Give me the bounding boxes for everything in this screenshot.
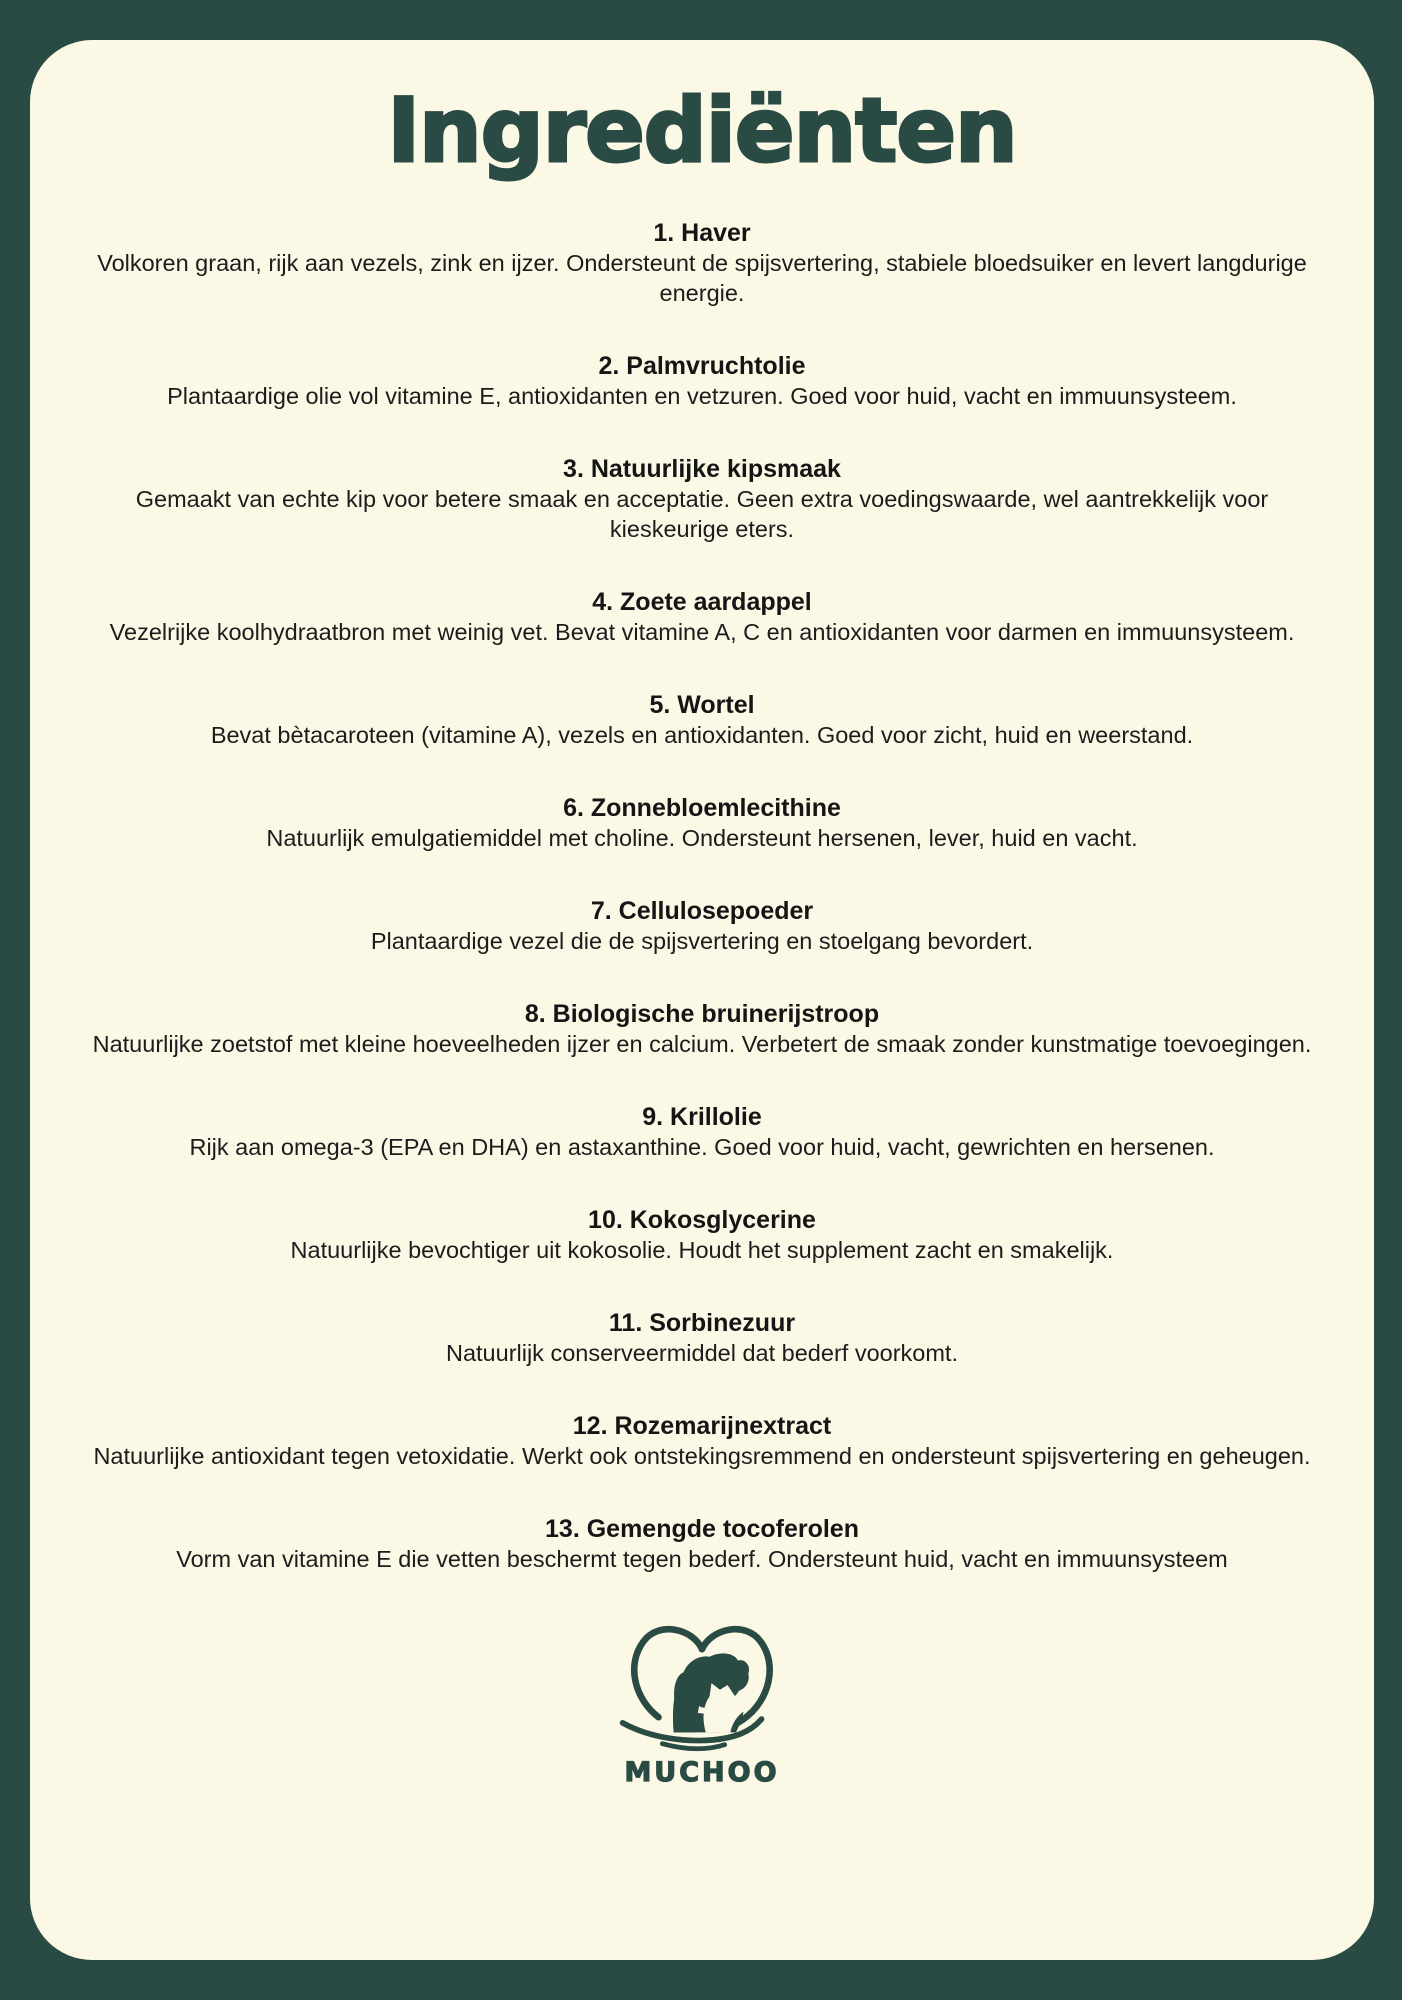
- ingredient-section: [74, 1205, 1330, 1265]
- ingredient-description: Bevat bètacaroteen (vitamine A), vezels en antioxidanten. Goed voor zicht, huid en weerstand.: [210, 722, 1194, 748]
- ingredient-section: [74, 1308, 1330, 1368]
- ingredient-description: Natuurlijk conserveermiddel dat bederf voorkomt.: [445, 1340, 958, 1366]
- ingredient-heading: 6. Zonnebloemlecithine: [563, 794, 841, 822]
- ingredient-description: Natuurlijke zoetstof met kleine hoeveelheden ijzer en calcium. Verbetert de smaak zonder kunstmatige toevoegingen.: [92, 1031, 1312, 1057]
- ingredient-section: [74, 351, 1330, 411]
- ingredient-heading: 10. Kokosglycerine: [588, 1206, 816, 1234]
- ingredient-section: [74, 587, 1330, 647]
- ingredient-list: [74, 218, 1330, 1574]
- ingredient-section: [74, 454, 1330, 544]
- ingredient-section: [74, 1514, 1330, 1574]
- ingredient-heading: 12. Rozemarijnextract: [572, 1412, 832, 1440]
- ingredient-heading: 2. Palmvruchtolie: [598, 352, 806, 380]
- ingredient-section: [74, 690, 1330, 750]
- ingredient-section: [74, 999, 1330, 1059]
- ingredient-heading: 13. Gemengde tocoferolen: [545, 1515, 859, 1543]
- ingredient-description: Vezelrijke koolhydraatbron met weinig vet. Bevat vitamine A, C en antioxidanten voor darmen en immuunsysteem.: [109, 619, 1295, 645]
- ingredient-section: [74, 218, 1330, 308]
- ingredient-section: [74, 1102, 1330, 1162]
- ingredient-section: [74, 1411, 1330, 1471]
- brand-logo: [30, 1617, 1374, 1788]
- ingredient-description: Plantaardige olie vol vitamine E, antioxidanten en vetzuren. Goed voor huid, vacht en immuunsysteem.: [167, 383, 1237, 409]
- heart-dog-cat-icon: [607, 1617, 797, 1755]
- ingredient-description: Vorm van vitamine E die vetten beschermt tegen bederf. Ondersteunt huid, vacht en immuunsysteem: [176, 1546, 1228, 1572]
- ingredient-description: Natuurlijk emulgatiemiddel met choline. Ondersteunt hersenen, lever, huid en vacht.: [266, 825, 1138, 851]
- ingredient-heading: 7. Cellulosepoeder: [590, 897, 814, 925]
- brand-name: MUCHOO: [624, 1757, 780, 1788]
- ingredient-heading: 4. Zoete aardappel: [592, 588, 812, 616]
- ingredient-description: Rijk aan omega-3 (EPA en DHA) en astaxanthine. Goed voor huid, vacht, gewrichten en hersenen.: [189, 1134, 1215, 1160]
- ingredients-card: [30, 40, 1374, 1960]
- ingredient-section: [74, 793, 1330, 853]
- page-title: Ingrediënten: [387, 79, 1017, 182]
- ingredient-heading: 9. Krillolie: [642, 1103, 762, 1131]
- ingredient-description: Natuurlijke antioxidant tegen vetoxidatie. Werkt ook ontstekingsremmend en ondersteunt spijsvertering en geheugen.: [93, 1443, 1311, 1469]
- ingredient-heading: 5. Wortel: [649, 691, 755, 719]
- ingredient-heading: 1. Haver: [653, 219, 751, 247]
- ingredient-description: Natuurlijke bevochtiger uit kokosolie. Houdt het supplement zacht en smakelijk.: [290, 1237, 1114, 1263]
- ingredient-heading: 8. Biologische bruinerijstroop: [524, 1000, 880, 1028]
- ingredient-description: Plantaardige vezel die de spijsvertering en stoelgang bevordert.: [370, 928, 1034, 954]
- ingredient-description: Volkoren graan, rijk aan vezels, zink en ijzer. Ondersteunt de spijsvertering, stabiele bloedsuiker en levert langdurige energie.: [97, 250, 1307, 306]
- ingredient-section: [74, 896, 1330, 956]
- ingredient-heading: 3. Natuurlijke kipsmaak: [563, 455, 841, 483]
- ingredient-heading: 11. Sorbinezuur: [608, 1309, 796, 1337]
- ingredient-description: Gemaakt van echte kip voor betere smaak en acceptatie. Geen extra voedingswaarde, wel aantrekkelijk voor kieskeurige eters.: [135, 486, 1269, 542]
